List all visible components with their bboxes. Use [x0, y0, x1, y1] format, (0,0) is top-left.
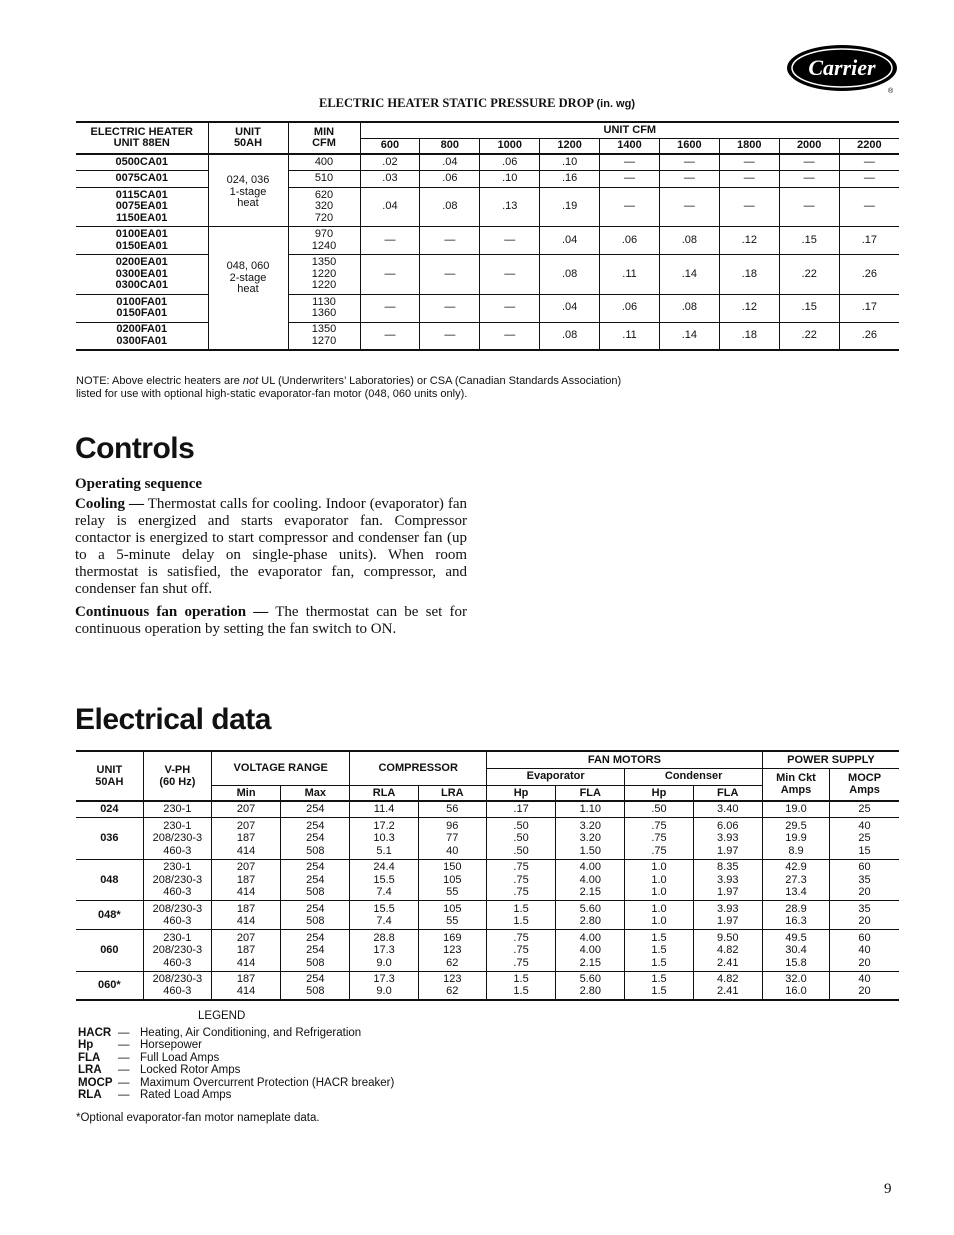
vph-cell: 230-1 208/230-3 460-3: [143, 930, 211, 972]
heater-model: 0100EA01 0150EA01: [115, 228, 168, 252]
min-cfm: 620 320 720: [288, 187, 360, 227]
pressure-value: —: [420, 294, 480, 322]
mocp-cell: 40 20: [830, 971, 899, 1000]
hdr-unit-cfm: UNIT CFM: [360, 122, 899, 138]
max-cell: 254: [281, 801, 350, 818]
lra-cell: 123 62: [418, 971, 486, 1000]
hdr-electric-heater: ELECTRIC HEATER UNIT 88EN: [76, 122, 208, 154]
pressure-value: —: [480, 294, 540, 322]
hdr-cfm-col: 1800: [719, 138, 779, 154]
evap-fla-cell: 4.00 4.00 2.15: [556, 859, 625, 901]
hdr-min: Min: [211, 785, 280, 801]
pressure-value: —: [360, 227, 420, 255]
hdr-evap-hp: Hp: [486, 785, 555, 801]
hdr-cfm-col: 800: [420, 138, 480, 154]
legend-abbr: LRA: [78, 1064, 102, 1076]
hdr-min-cfm: MIN CFM: [288, 122, 360, 154]
cond-hp-cell: 1.5 1.5: [625, 971, 693, 1000]
mocp-cell: 60 40 20: [830, 930, 899, 972]
legend-dash: —: [118, 1076, 130, 1089]
pressure-value: .08: [659, 294, 719, 322]
hdr-cond-hp: Hp: [625, 785, 693, 801]
cond-fla-cell: 3.40: [693, 801, 762, 818]
evap-hp-cell: .17: [486, 801, 555, 818]
table-row: [76, 255, 899, 295]
max-cell: 254 508: [281, 901, 350, 930]
evap-hp-cell: .50 .50 .50: [486, 818, 555, 860]
pressure-value: .15: [779, 294, 839, 322]
legend-text: Maximum Overcurrent Protection (HACR breaker): [140, 1076, 395, 1089]
max-cell: 254 508: [281, 971, 350, 1000]
page-number: 9: [884, 1181, 892, 1197]
heater-model: 0200FA01 0300FA01: [116, 323, 168, 347]
pressure-value: —: [360, 255, 420, 295]
legend-abbr: HACR: [78, 1026, 112, 1039]
table-row: [76, 227, 899, 255]
min-ckt-cell: 42.9 27.3 13.4: [762, 859, 829, 901]
hdr-cfm-col: 600: [360, 138, 420, 154]
min-cell: 207 187 414: [211, 859, 280, 901]
legend-abbr: FLA: [78, 1051, 101, 1064]
lra-cell: 56: [418, 801, 486, 818]
max-cell: 254 254 508: [281, 859, 350, 901]
pressure-value: .06: [480, 154, 540, 171]
legend-text: Full Load Amps: [140, 1051, 220, 1064]
rla-cell: 17.3 9.0: [350, 971, 418, 1000]
max-cell: 254 254 508: [281, 930, 350, 972]
table-row: [76, 187, 899, 227]
brand-name: Carrier: [808, 55, 876, 80]
min-cell: 207 187 414: [211, 930, 280, 972]
controls-heading: Controls: [75, 432, 195, 465]
pressure-value: .26: [839, 255, 899, 295]
min-ckt-cell: 29.5 19.9 8.9: [762, 818, 829, 860]
legend-item: [78, 1089, 394, 1102]
cond-fla-cell: 6.06 3.93 1.97: [693, 818, 762, 860]
legend: [78, 1010, 394, 1102]
carrier-logo: [786, 44, 900, 94]
min-cfm: 1350 1220 1220: [288, 255, 360, 295]
rla-cell: 15.5 7.4: [350, 901, 418, 930]
hdr-cfm-col: 1600: [659, 138, 719, 154]
min-cfm: 400: [288, 154, 360, 171]
pressure-value: .18: [719, 255, 779, 295]
unit-cell: 060: [100, 944, 119, 956]
legend-text: Horsepower: [140, 1039, 202, 1051]
vph-cell: 230-1: [143, 801, 211, 818]
pressure-value: .14: [659, 255, 719, 295]
max-cell: 254 254 508: [281, 818, 350, 860]
hdr-fan-motors: FAN MOTORS: [486, 751, 762, 768]
pressure-value: .08: [659, 227, 719, 255]
min-ckt-cell: 19.0: [762, 801, 829, 818]
min-cfm: 1130 1360: [288, 294, 360, 322]
pressure-value: .12: [719, 294, 779, 322]
hdr-condenser: Condenser: [625, 768, 762, 785]
min-cfm: 510: [288, 171, 360, 188]
evap-fla-cell: 5.60 2.80: [556, 971, 625, 1000]
lra-cell: 96 77 40: [418, 818, 486, 860]
pressure-value: —: [420, 227, 480, 255]
table-row: [76, 818, 899, 860]
hdr-cfm-col: 1400: [600, 138, 660, 154]
hdr-rla: RLA: [350, 785, 418, 801]
heater-model: 0200EA01 0300EA01 0300CA01: [115, 256, 169, 291]
vph-cell: 208/230-3 460-3: [143, 901, 211, 930]
min-ckt-cell: 32.0 16.0: [762, 971, 829, 1000]
mocp-cell: 35 20: [830, 901, 899, 930]
vph-cell: 230-1 208/230-3 460-3: [143, 859, 211, 901]
min-cfm: 970 1240: [288, 227, 360, 255]
legend-dash: —: [118, 1039, 130, 1051]
pressure-value: .16: [540, 171, 600, 188]
pressure-value: .04: [540, 294, 600, 322]
hdr-cfm-col: 2000: [779, 138, 839, 154]
electrical-data-heading: Electrical data: [75, 703, 271, 736]
lra-cell: 150 105 55: [418, 859, 486, 901]
operating-sequence-subheading: Operating sequence: [75, 476, 203, 492]
legend-item: [78, 1027, 394, 1040]
footnote: *Optional evaporator-fan motor nameplate data.: [76, 1112, 320, 1124]
unit-cell: 048: [100, 873, 119, 886]
pressure-value: .06: [600, 227, 660, 255]
pressure-value: .03: [360, 171, 420, 188]
unit-group: 024, 036 1-stage heat: [208, 154, 288, 227]
legend-text: Locked Rotor Amps: [140, 1064, 241, 1076]
vph-cell: 208/230-3 460-3: [143, 971, 211, 1000]
hdr-voltage-range: VOLTAGE RANGE: [211, 751, 349, 785]
static-table-note: NOTE: Above electric heaters are not UL (Underwriters’ Laboratories) or CSA (Canadian Standards Association) listed for use with optional high-static evaporator-fan motor (048, 060 units only).: [76, 375, 622, 400]
legend-title: LEGEND: [198, 1010, 246, 1022]
cond-hp-cell: 1.5 1.5 1.5: [625, 930, 693, 972]
pressure-value: .10: [540, 154, 600, 171]
pressure-value: .26: [839, 322, 899, 350]
evap-hp-cell: 1.5 1.5: [486, 971, 555, 1000]
pressure-value: .04: [360, 187, 420, 227]
hdr-unit-50ah: UNIT 50AH: [208, 122, 288, 154]
static-pressure-table: [76, 121, 899, 351]
cond-fla-cell: 9.50 4.82 2.41: [693, 930, 762, 972]
pressure-value: —: [480, 227, 540, 255]
heater-model: 0075CA01: [115, 172, 169, 184]
pressure-value: —: [480, 322, 540, 350]
pressure-value: —: [779, 154, 839, 171]
registered-mark: ®: [888, 88, 894, 94]
legend-item: [78, 1039, 394, 1052]
pressure-value: —: [659, 171, 719, 188]
hdr-evaporator: Evaporator: [486, 768, 624, 785]
pressure-value: —: [360, 294, 420, 322]
pressure-value: .22: [779, 255, 839, 295]
legend-item: [78, 1052, 394, 1065]
min-cell: 187 414: [211, 901, 280, 930]
unit-cell: 048*: [98, 908, 121, 921]
pressure-value: —: [659, 154, 719, 171]
table-row: [76, 930, 899, 972]
legend-dash: —: [118, 1064, 130, 1076]
unit-cell: 024: [100, 803, 119, 816]
pressure-value: —: [420, 322, 480, 350]
pressure-value: —: [600, 187, 660, 227]
mocp-cell: 40 25 15: [830, 818, 899, 860]
hdr-mocp: MOCP Amps: [830, 768, 899, 801]
lra-cell: 105 55: [418, 901, 486, 930]
table-row: [76, 322, 899, 350]
heater-model: 0500CA01: [115, 155, 169, 168]
mocp-cell: 25: [830, 801, 899, 818]
evap-hp-cell: 1.5 1.5: [486, 901, 555, 930]
legend-dash: —: [118, 1051, 130, 1064]
pressure-value: .15: [779, 227, 839, 255]
table-row: [76, 171, 899, 188]
hdr-cfm-col: 2200: [839, 138, 899, 154]
pressure-value: —: [839, 171, 899, 188]
pressure-value: .19: [540, 187, 600, 227]
pressure-value: .12: [719, 227, 779, 255]
legend-dash: —: [118, 1026, 130, 1039]
cond-fla-cell: 4.82 2.41: [693, 971, 762, 1000]
min-cfm: 1350 1270: [288, 322, 360, 350]
hdr-cfm-col: 1200: [540, 138, 600, 154]
vph-cell: 230-1 208/230-3 460-3: [143, 818, 211, 860]
static-table-title: ELECTRIC HEATER STATIC PRESSURE DROP (in. wg): [319, 96, 635, 110]
pressure-value: .17: [839, 294, 899, 322]
pressure-value: —: [779, 187, 839, 227]
pressure-value: —: [600, 171, 660, 188]
pressure-value: —: [480, 255, 540, 295]
pressure-value: —: [719, 171, 779, 188]
table-row: [76, 901, 899, 930]
pressure-value: —: [719, 187, 779, 227]
hdr-compressor: COMPRESSOR: [350, 751, 486, 785]
mocp-cell: 60 35 20: [830, 859, 899, 901]
pressure-value: .13: [480, 187, 540, 227]
table-row: [76, 294, 899, 322]
hdr-cond-fla: FLA: [693, 785, 762, 801]
unit-cell: 060*: [98, 979, 121, 991]
table-row: [76, 154, 899, 171]
cond-hp-cell: .75 .75 .75: [625, 818, 693, 860]
hdr-evap-fla: FLA: [556, 785, 625, 801]
continuous-fan-paragraph: Continuous fan operation — The thermostat can be set for continuous operation by setting the fan switch to ON.: [75, 604, 468, 637]
legend-dash: —: [118, 1089, 130, 1101]
legend-item: [78, 1064, 394, 1077]
heater-model: 0100FA01 0150FA01: [116, 295, 168, 319]
pressure-value: .08: [540, 255, 600, 295]
evap-hp-cell: .75 .75 .75: [486, 859, 555, 901]
evap-hp-cell: .75 .75 .75: [486, 930, 555, 972]
min-cell: 207 187 414: [211, 818, 280, 860]
hdr-power-supply: POWER SUPPLY: [762, 751, 899, 768]
cooling-paragraph: Cooling — Thermostat calls for cooling. Indoor (evaporator) fan relay is energized and starts evaporator fan. Compressor contactor is energized to start compressor and condenser fan (up to a 5-minute delay on single-phase units). When room thermostat is satisfied, the evaporator fan, compressor, and condenser fan shut off.: [75, 496, 468, 597]
table-row: [76, 859, 899, 901]
pressure-value: —: [659, 187, 719, 227]
evap-fla-cell: 3.20 3.20 1.50: [556, 818, 625, 860]
rla-cell: 11.4: [350, 801, 418, 818]
min-cell: 207: [211, 801, 280, 818]
pressure-value: —: [779, 171, 839, 188]
pressure-value: —: [839, 187, 899, 227]
pressure-value: .06: [420, 171, 480, 188]
pressure-value: .22: [779, 322, 839, 350]
evap-fla-cell: 5.60 2.80: [556, 901, 625, 930]
rla-cell: 28.8 17.3 9.0: [350, 930, 418, 972]
hdr-min-ckt: Min Ckt Amps: [762, 768, 829, 801]
cond-hp-cell: 1.0 1.0 1.0: [625, 859, 693, 901]
pressure-value: .04: [420, 154, 480, 171]
pressure-value: .18: [719, 322, 779, 350]
pressure-value: —: [839, 154, 899, 171]
pressure-value: .08: [420, 187, 480, 227]
unit-group: 048, 060 2-stage heat: [208, 227, 288, 351]
cond-hp-cell: 1.0 1.0: [625, 901, 693, 930]
pressure-value: .06: [600, 294, 660, 322]
pressure-value: .11: [600, 322, 660, 350]
pressure-value: .17: [839, 227, 899, 255]
evap-fla-cell: 4.00 4.00 2.15: [556, 930, 625, 972]
cond-fla-cell: 3.93 1.97: [693, 901, 762, 930]
operating-sequence: [75, 476, 467, 644]
pressure-value: .14: [659, 322, 719, 350]
legend-abbr: MOCP: [78, 1076, 113, 1089]
legend-text: Rated Load Amps: [140, 1089, 232, 1101]
rla-cell: 17.2 10.3 5.1: [350, 818, 418, 860]
hdr-cfm-col: 1000: [480, 138, 540, 154]
pressure-value: .11: [600, 255, 660, 295]
lra-cell: 169 123 62: [418, 930, 486, 972]
pressure-value: —: [420, 255, 480, 295]
legend-abbr: RLA: [78, 1089, 102, 1101]
heater-model: 0115CA01 0075EA01 1150EA01: [115, 188, 168, 224]
evap-fla-cell: 1.10: [556, 801, 625, 818]
pressure-value: .04: [540, 227, 600, 255]
min-cell: 187 414: [211, 971, 280, 1000]
table-row: [76, 801, 899, 818]
cond-fla-cell: 8.35 3.93 1.97: [693, 859, 762, 901]
min-ckt-cell: 28.9 16.3: [762, 901, 829, 930]
legend-text: Heating, Air Conditioning, and Refrigeration: [140, 1026, 362, 1039]
electrical-data-table: [76, 750, 899, 1001]
table-row: [76, 971, 899, 1000]
rla-cell: 24.4 15.5 7.4: [350, 859, 418, 901]
hdr-vph: V-PH (60 Hz): [143, 751, 211, 801]
pressure-value: —: [600, 154, 660, 171]
min-ckt-cell: 49.5 30.4 15.8: [762, 930, 829, 972]
hdr-max: Max: [281, 785, 350, 801]
hdr-lra: LRA: [418, 785, 486, 801]
unit-cell: 036: [100, 832, 119, 844]
cond-hp-cell: .50: [625, 801, 693, 818]
pressure-value: —: [360, 322, 420, 350]
pressure-value: .10: [480, 171, 540, 188]
legend-item: [78, 1077, 394, 1090]
pressure-value: .02: [360, 154, 420, 171]
pressure-value: —: [719, 154, 779, 171]
hdr-unit: UNIT 50AH: [76, 751, 143, 801]
legend-abbr: Hp: [78, 1039, 94, 1051]
pressure-value: .08: [540, 322, 600, 350]
